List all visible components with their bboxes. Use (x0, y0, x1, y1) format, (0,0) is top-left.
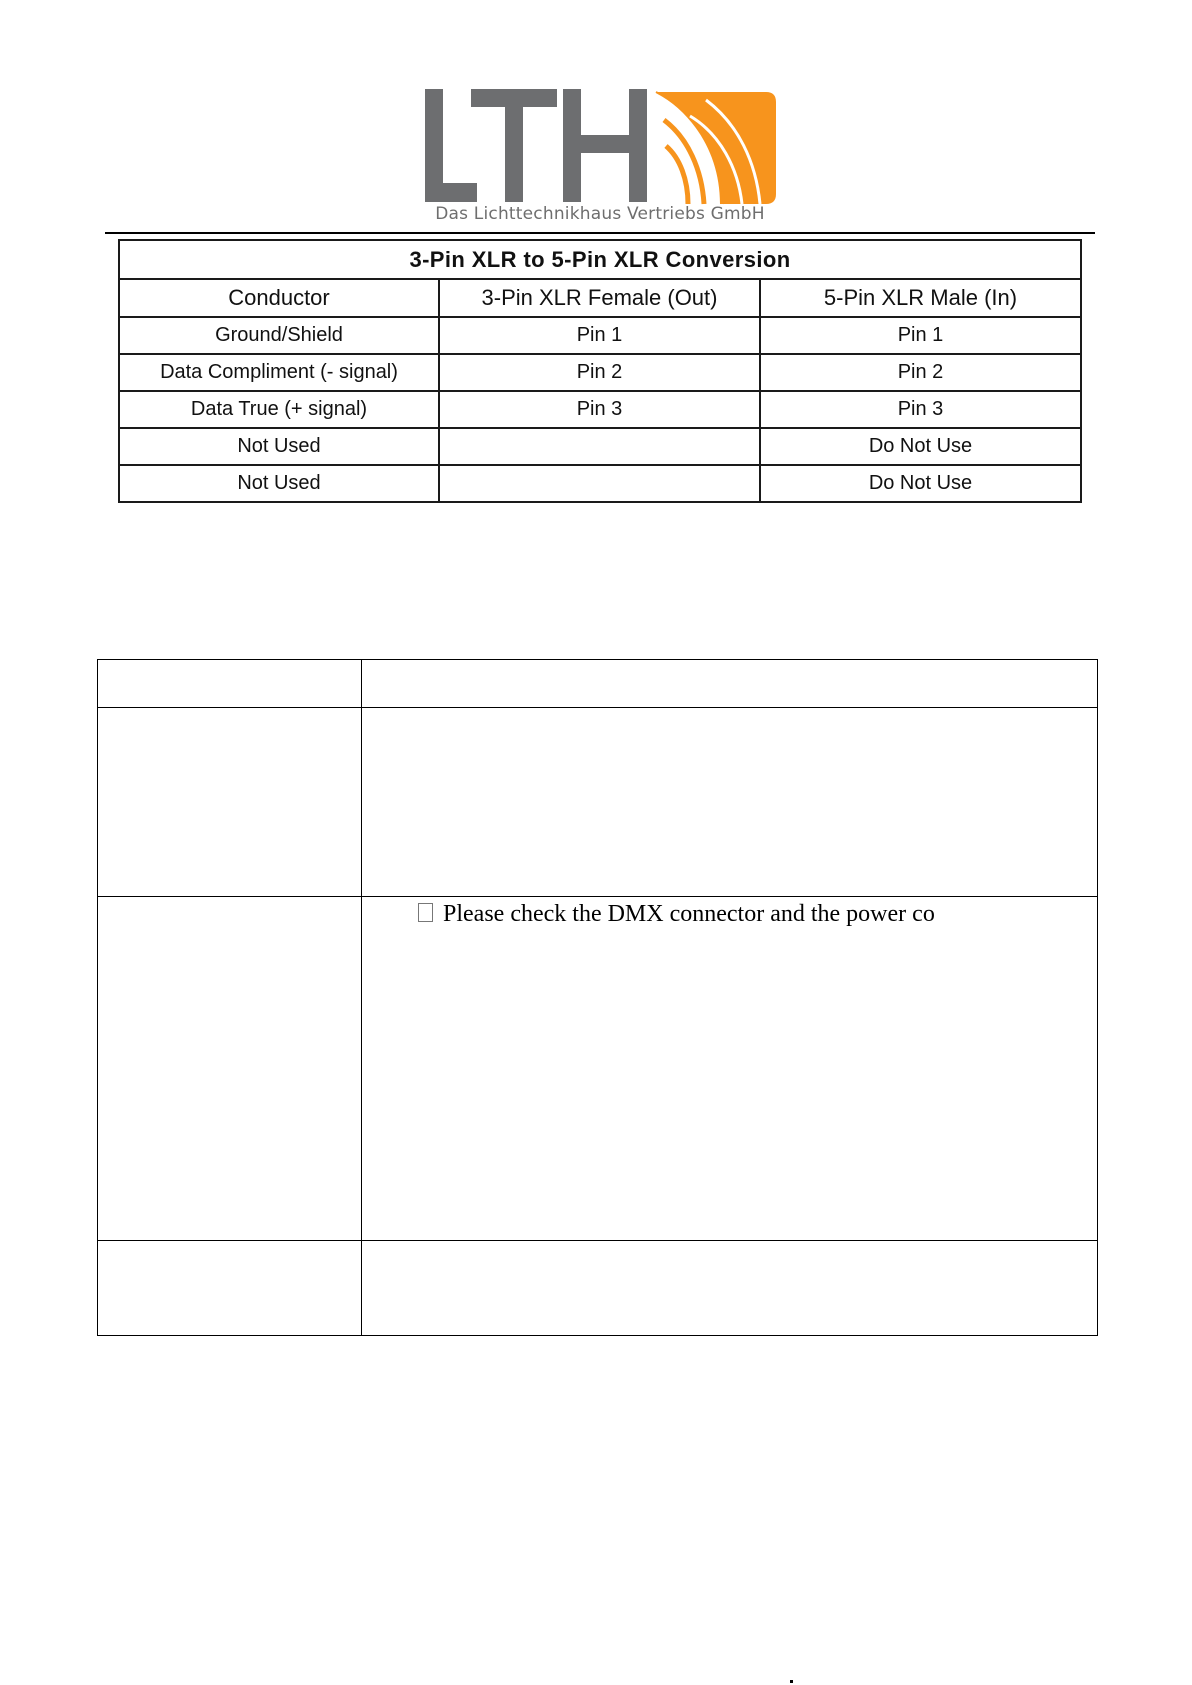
table-cell: Data True (+ signal) (119, 391, 439, 428)
missing-glyph-icon (418, 903, 433, 922)
table-row (98, 897, 1098, 1241)
table-cell: Pin 1 (439, 317, 760, 354)
table-row (119, 354, 1081, 391)
xlr-conversion-table (118, 239, 1082, 503)
table-cell: Data Compliment (- signal) (119, 354, 439, 391)
column-header-3pin: 3-Pin XLR Female (Out) (439, 279, 760, 317)
table-cell: Pin 2 (760, 354, 1081, 391)
table-cell: Not Used (119, 428, 439, 465)
logo-tagline: Das Lichttechnikhaus Vertriebs GmbH (435, 204, 765, 224)
note-text: Please check the DMX connector and the power co (443, 901, 935, 927)
table-row (119, 465, 1081, 502)
table-cell (98, 897, 362, 1241)
table-cell: Not Used (119, 465, 439, 502)
table-cell: Do Not Use (760, 465, 1081, 502)
table-row (98, 660, 1098, 708)
column-header-conductor: Conductor (119, 279, 439, 317)
table-cell: Pin 3 (760, 391, 1081, 428)
lth-logo-icon (420, 86, 778, 206)
table-cell: Ground/Shield (119, 317, 439, 354)
table-cell: Pin 3 (439, 391, 760, 428)
table-title: 3-Pin XLR to 5-Pin XLR Conversion (119, 240, 1081, 279)
table-cell (98, 708, 362, 897)
table-cell: Pin 1 (760, 317, 1081, 354)
table-cell (98, 1241, 362, 1336)
column-header-5pin: 5-Pin XLR Male (In) (760, 279, 1081, 317)
table-cell: Pin 2 (439, 354, 760, 391)
table-cell (362, 660, 1098, 708)
table-row (119, 317, 1081, 354)
table-row (119, 428, 1081, 465)
table-cell (439, 465, 760, 502)
table-cell (439, 428, 760, 465)
page-mark (790, 1680, 793, 1683)
header-divider (105, 232, 1095, 234)
table-row (98, 1241, 1098, 1336)
table-row (119, 391, 1081, 428)
troubleshooting-table (97, 659, 1098, 1336)
table-cell (362, 708, 1098, 897)
table-cell: Do Not Use (760, 428, 1081, 465)
table-cell (98, 660, 362, 708)
table-row (98, 708, 1098, 897)
troubleshooting-note (418, 901, 1097, 928)
table-cell (362, 1241, 1098, 1336)
table-cell (362, 897, 1098, 1241)
company-logo (420, 86, 778, 228)
